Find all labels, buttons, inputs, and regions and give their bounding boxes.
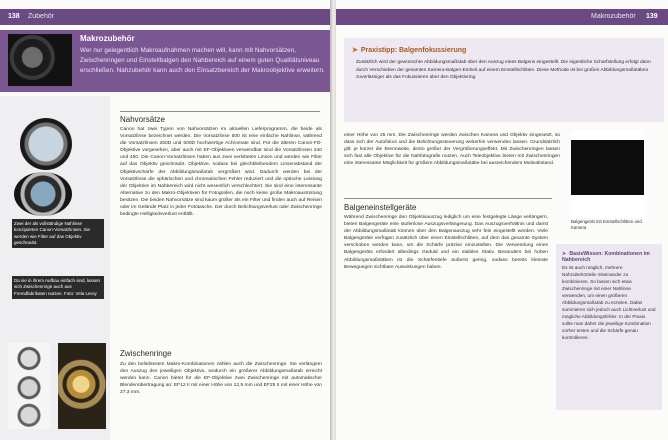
intro-title: Makrozubehör bbox=[80, 34, 135, 43]
camera-lens-photo bbox=[8, 34, 72, 86]
left-page-number: 138 bbox=[8, 13, 20, 20]
filter-photo-1 bbox=[20, 118, 72, 170]
camera-caption: Balgengerät mit Einstellschlitten und Kamera bbox=[571, 219, 642, 230]
section-divider-2 bbox=[344, 198, 552, 199]
rings-caption: Da sie in ihrem Aufbau einfach sind, lassen sich Zwischenringe auch aus Fremdfabrikaten nutzen. Foto: Vela Leroy bbox=[12, 276, 104, 299]
basic-knowledge-title-text: BasisWissen: Kombinationen im Nahbereich bbox=[562, 251, 650, 263]
basic-knowledge-box bbox=[556, 244, 662, 410]
ring-closeup-photo bbox=[58, 343, 106, 429]
basic-knowledge-text: Es ist auch möglich, mehrere Nahzubehörteile miteinander zu kombinieren. So lassen sich etwa Zwischenringe mit einer Nahlinse verwenden, um einen größeren Abbildungsmaßstab zu erzielen. Dabei summieren sich jedoch auch Lichtverlust und mögliche Abbildungsfehler. In der Praxis sollte man daher die jeweilige Kombination vorher testen und die Schärfe genau kontrollieren. bbox=[562, 265, 656, 340]
left-page bbox=[0, 0, 332, 440]
right-header bbox=[336, 9, 668, 25]
practice-tip-box bbox=[344, 38, 664, 122]
practice-tip-title-text: Praxistipp: Balgenfokussierung bbox=[360, 47, 467, 54]
intro-text: Wer nur gelegentlich Makroaufnahmen machen will, kann mit Nahvorsätzen, Zwischenringen und Einstellbalgen den Nahbereich auf einem guten Qualitätsniveau erschließen. Nahzubehör kann auch den Einsatzbereich der Makroobjektive erweitern. bbox=[80, 47, 325, 74]
rings-photo bbox=[8, 343, 50, 429]
section-divider-1 bbox=[120, 111, 320, 112]
filter-photo-2 bbox=[14, 172, 72, 216]
right-page-number: 139 bbox=[646, 13, 658, 20]
section-title-balgen: Balgeneinstellgeräte bbox=[344, 203, 417, 212]
section-text-balgen: Während Zwischenringe den Objektivauszug lediglich um eine festgelegte Länge verlängern, bieten Balgengeräte eine stufenlose Auszugsverlängerung. Das Auszugsverhältnis und damit der Abbildungsmaßstab können über den Balgenauszug sehr fein eingestellt werden. Viele Balgengeräte verfügen zusätzlich über einen Einstellschlitten, auf dem das gesamte System verschoben werden kann, um die Schärfe präzise einzustellen. Die Verwendung eines Balgengeräts erfordert allerdings Geduld und ein stabiles Stativ. Besonders bei hohen Abbildungsmaßstäben ist die Schärfentiefe äußerst gering, sodass bereits kleinste Bewegungen sichtbare Auswirkungen haben. bbox=[344, 215, 548, 270]
practice-tip-title bbox=[352, 46, 466, 54]
arrow-right-icon: ➤ bbox=[352, 47, 358, 54]
basic-knowledge-title bbox=[562, 251, 662, 263]
arrow-right-icon: ➤ bbox=[562, 251, 567, 257]
practice-tip-text: Zusätzlich wird der gewünschte Abbildungsmaßstab über den Auszug eines Balgens eingestellt. Die eigentliche Scharfstellung erfolgt dann durch Verschieben der gesamten Kamera-Balgen-Einheit auf einem Einstellschlitten. Diese Methode ist bei großen Abbildungsmaßstäben zuverlässiger als das Fokussieren über den Objektivring. bbox=[356, 60, 651, 80]
right-chapter-label: Makrozubehör bbox=[591, 13, 636, 20]
left-header bbox=[0, 9, 332, 25]
section-title-nahvorsatze: Nahvorsätze bbox=[120, 115, 165, 124]
section-text-nahvorsatze: Canon hat zwei Typen von Nahvorsätzen im aktuellen Lieferprogramm, die beide als Vorsatzlinse bezeichnet werden. Die Vorsatzlinse 500 ist eine einfache Nahlinse, während die Vorsatzlinsen 250D und 500D hochwertige Achromate sind. Für die älteren Canon-FD-Objektive vorgesehen, aber auch mit EF-Objektiven verwendbar sind die Vorsatzlinsen 240 und 450. Die Canon-Vorsatzlinsen haben aus zwei verkitteten Linsen und werden wie Filter auf das Objektiv geschraubt. Objektive, sodass bei gleichbleibendem Linsenabstand der Objektivschärfe der Abbildungsmaßstab vergrößert wird. Dadurch werden bei der Vorsatzlinse die sphärischen und chromatischen Fehler reduziert und die optische Leistung der Objektive im Nahbereich wird nicht wesentlich verschlechtert. Sie sind eine interessante Alternative zu den Makro-Objektiven für Fotografen, die noch keine große Makroausrüstung besitzen. Die beiden Nahvorsätze sind kaum größer als ein Filter und finden auch auf Reisen oder im Gelände Platz in jeder Fototasche. Der durch Belichtungsverlust oder Zwischenringe bedingte Helligkeitsverlust entfällt. bbox=[120, 127, 322, 218]
section-text-zwischenringe: Zu den beliebtesten Makro-Kombinationen zählen auch die Zwischenringe. Sie verlängern den Auszug des jeweiligen Objektivs, wodurch ein größerer Abbildungsmaßstab erreicht werden kann. Canon bietet für die EF-Objektive zwei Zwischenringe mit automatischer Blendenübertragung an: EF12 II mit einer Höhe von 12,5 mm und EF25 II mit einer Höhe von 27,3 mm. bbox=[120, 362, 322, 396]
section-title-zwischenringe: Zwischenringe bbox=[120, 349, 172, 358]
right-page bbox=[336, 0, 668, 440]
right-top-text: einer Höhe von 25 mm. Die Zwischenringe werden zwischen Kamera und Objektiv eingesetzt, so dass sich der Autofokus und die Belichtungssteuerung weiterhin verwenden lassen. Grundsätzlich gilt: je kürzer die Brennweite, desto größer der Vergrößerungseffekt. Mit Zwischenringen lassen sich fast alle Objektive für die Nahfotografie nutzen. Auch Teleobjektive bieten mit Zwischenringen eine interessante Möglichkeit für größere Abbildungsmaßstäbe bei ausreichendem Motivabstand. bbox=[344, 133, 560, 167]
filter-caption: Zwei der als vollständige Nahlinse konzipierten Canon-Vorsatzlinsen. Sie werden wie Filter auf das Objektiv geschraubt. bbox=[12, 219, 104, 248]
left-chapter-label: Zubehör bbox=[28, 13, 55, 20]
bellows-camera-photo bbox=[571, 130, 644, 218]
